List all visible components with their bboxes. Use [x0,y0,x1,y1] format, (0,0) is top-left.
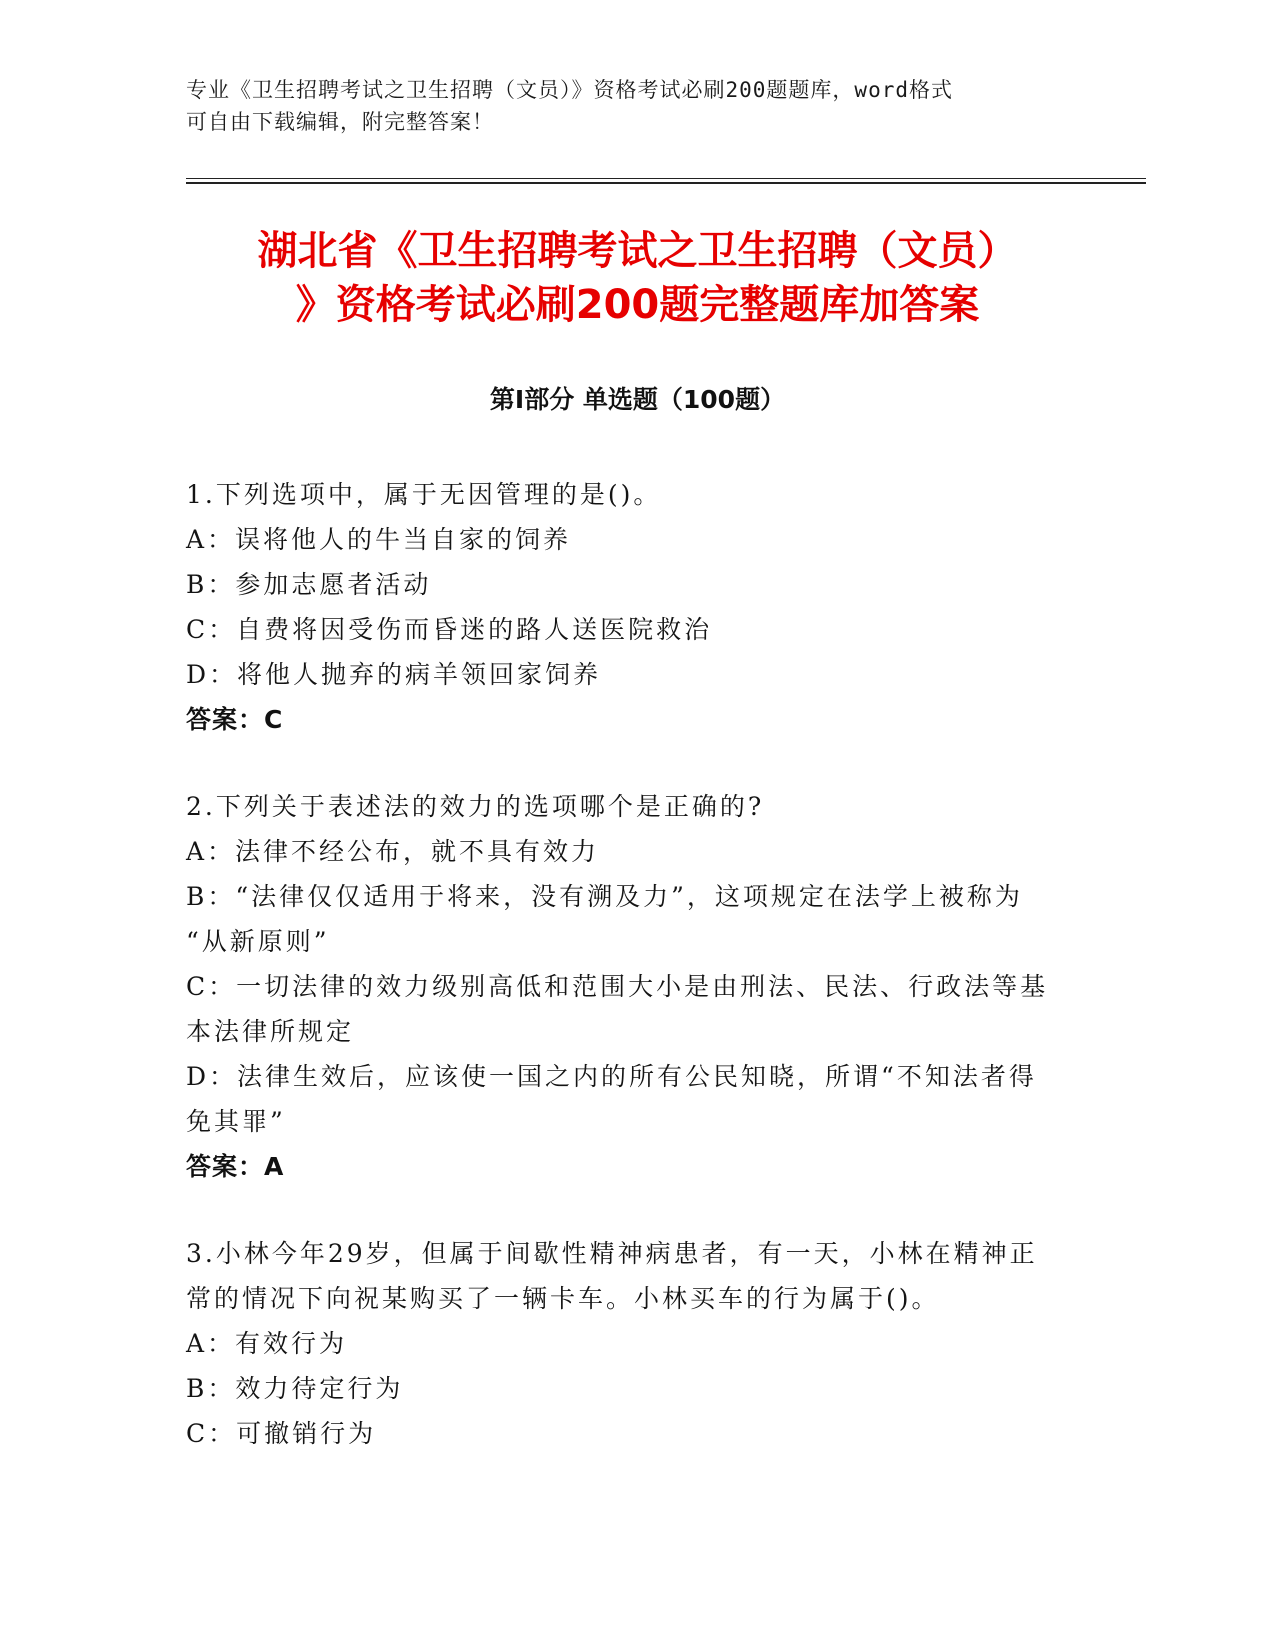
option-d: D：将他人抛弃的病羊领回家饲养 [186,660,602,689]
question-list [186,472,1076,1498]
option-b-continued: “从新原则” [186,927,330,956]
option-c: C：可撤销行为 [186,1419,377,1448]
section-title: 第Ⅰ部分 单选题（100题） [489,385,786,414]
question-stem: 1.下列选项中，属于无因管理的是()。 [186,480,662,509]
answer: 答案：A [186,1152,285,1181]
document-title [150,224,1125,332]
header-divider-thick [186,182,1146,184]
question-3 [186,1231,1076,1456]
question-stem: 2.下列关于表述法的效力的选项哪个是正确的? [186,792,765,821]
header-note-line-2: 可自由下载编辑，附完整答案！ [186,110,494,134]
option-b: B：“法律仅仅适用于将来，没有溯及力”，这项规定在法学上被称为 [186,882,1023,911]
option-d: D：法律生效后，应该使一国之内的所有公民知晓，所谓“不知法者得 [186,1062,1037,1091]
option-c: C：一切法律的效力级别高低和范围大小是由刑法、民法、行政法等基 [186,972,1049,1001]
option-b: B：参加志愿者活动 [186,570,432,599]
option-a: A：有效行为 [186,1329,348,1358]
option-b: B：效力待定行为 [186,1374,404,1403]
document-title-line-2: 》资格考试必刷200题完整题库加答案 [295,282,980,328]
question-stem-continued: 常的情况下向祝某购买了一辆卡车。小林买车的行为属于()。 [186,1284,940,1313]
question-2 [186,784,1076,1189]
option-a: A：误将他人的牛当自家的饲养 [186,525,572,554]
answer: 答案：C [186,705,284,734]
question-1 [186,472,1076,742]
header-divider-thin [186,178,1146,179]
question-stem: 3.小林今年29岁，但属于间歇性精神病患者，有一天，小林在精神正 [186,1239,1038,1268]
option-c: C：自费将因受伤而昏迷的路人送医院救治 [186,615,713,644]
option-d-continued: 免其罪” [186,1107,286,1136]
option-a: A：法律不经公布，就不具有效力 [186,837,600,866]
header-note-line-1: 专业《卫生招聘考试之卫生招聘（文员）》资格考试必刷200题题库，word格式 [186,78,953,102]
header-note [186,74,1066,138]
option-c-continued: 本法律所规定 [186,1017,355,1046]
document-title-line-1: 湖北省《卫生招聘考试之卫生招聘（文员） [257,228,1018,274]
